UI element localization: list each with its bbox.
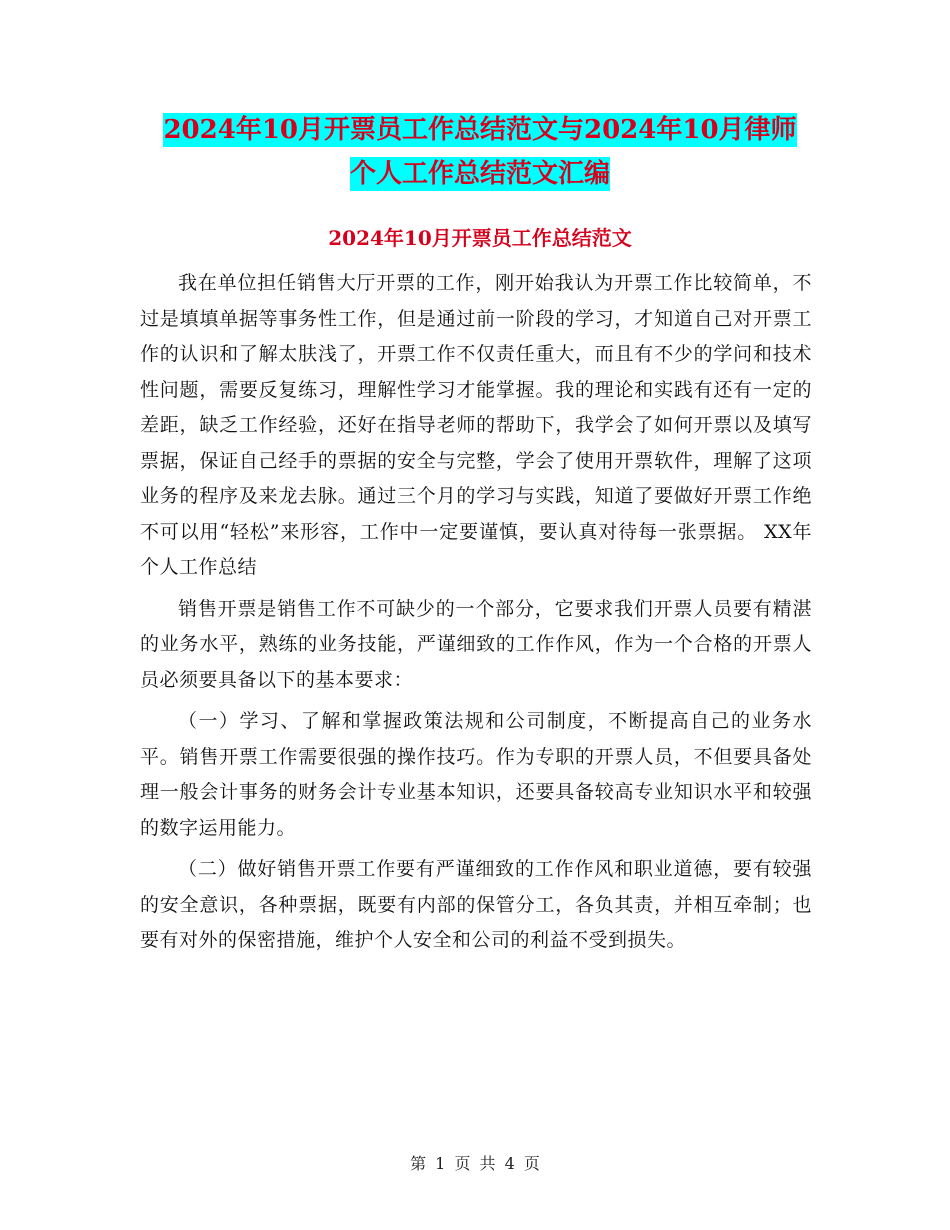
paragraph-4: （二）做好销售开票工作要有严谨细致的工作作风和职业道德，要有较强的安全意识，各种票据，既要有内部的保管分工，各负其责，并相互牵制；也要有对外的保密措施，维护个人安全和公司的利益不受到损失。 [140, 858, 812, 951]
document-title-line-1: 2024年10月开票员工作总结范文与2024年10月律师 [163, 115, 797, 145]
document-title [140, 108, 820, 196]
page-footer: 第 1 页 共 4 页 [410, 1154, 540, 1173]
paragraph-3: （一）学习、了解和掌握政策法规和公司制度，不断提高自己的业务水平。销售开票工作需要很强的操作技巧。作为专职的开票人员，不但要具备处理一般会计事务的财务会计专业基本知识，还要具备较高专业知识水平和较强的数字运用能力。 [140, 710, 812, 839]
section-heading: 2024年10月开票员工作总结范文 [328, 226, 632, 250]
paragraph-2: 销售开票是销售工作不可缺少的一个部分，它要求我们开票人员要有精湛的业务水平，熟练的业务技能，严谨细致的工作作风，作为一个合格的开票人员必须要具备以下的基本要求： [140, 597, 812, 691]
paragraph-1: 我在单位担任销售大厅开票的工作，刚开始我认为开票工作比较简单，不过是填填单据等事务性工作，但是通过前一阶段的学习，才知道自己对开票工作的认识和了解太肤浅了，开票工作不仅责任重大，而且有不少的学问和技术性问题，需要反复练习，理解性学习才能掌握。我的理论和实践有还有一定的差距，缺乏工作经验，还好在指导老师的帮助下，我学会了如何开票以及填写票据，保证自己经手的票据的安全与完整，学会了使用开票软件，理解了这项业务的程序及来龙去脉。通过三个月的学习与实践，知道了要做好开票工作绝不可以用“轻松”来形容，工作中一定要谨慎，要认真对待每一张票据。 XX年个人工作总结 [140, 272, 812, 578]
document-title-line-2: 个人工作总结范文汇编 [349, 159, 610, 189]
document-body [140, 266, 812, 965]
